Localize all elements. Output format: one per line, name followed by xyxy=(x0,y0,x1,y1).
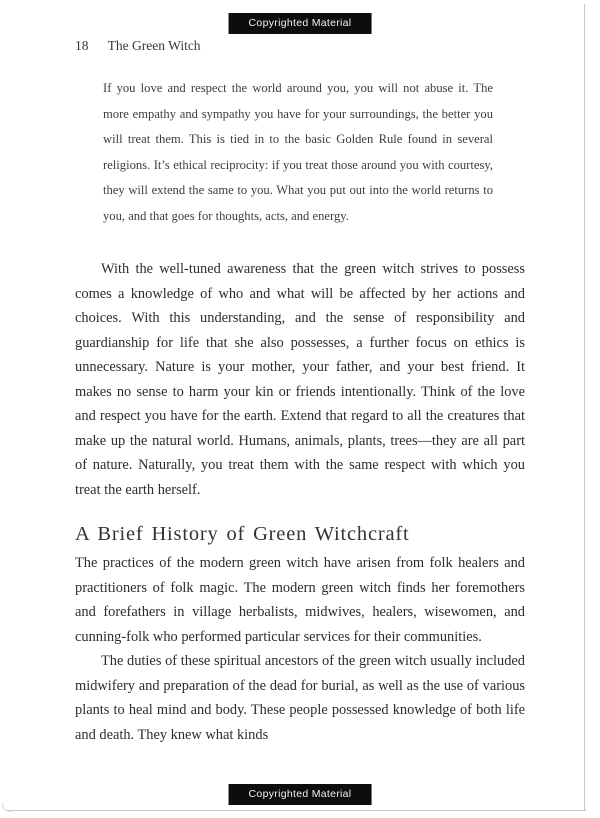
page-edge-bottom xyxy=(7,810,586,811)
body-paragraph-practices: The practices of the modern green witch have arisen from folk healers and practitioners of folk magic. The modern green witch finds her foremothers and forefathers in village herbalists, midwives, healers, wisewomen, and cunning-folk who performed particular services for their communities. xyxy=(75,555,525,645)
copyright-banner-top-label: Copyrighted Material xyxy=(248,17,352,29)
copyright-banner-bottom xyxy=(229,784,372,805)
page-number: 18 xyxy=(75,38,89,53)
running-title: The Green Witch xyxy=(107,38,201,53)
section-heading: A Brief History of Green Witchcraft xyxy=(75,523,410,545)
epigraph-quote: If you love and respect the world around you, you will not abuse it. The more empathy and sympathy you have for your surroundings, the better you will treat them. This is tied in to the basic Golden Rule found in several religions. It’s ethical reciprocity: if you treat those around you with courtesy, they will extend the same to you. What you put out into the world returns to you, and that goes for thoughts, acts, and energy. xyxy=(103,81,493,223)
body-paragraph-duties: The duties of these spiritual ancestors of the green witch usually included midwifery and preparation of the dead for burial, as well as the use of various plants to heal mind and body. These people possessed knowledge of both life and death. They knew what kinds xyxy=(75,653,525,743)
copyright-banner-bottom-label: Copyrighted Material xyxy=(248,788,352,800)
copyright-banner-top xyxy=(229,13,372,34)
page-edge-corner xyxy=(2,803,11,812)
body-paragraph-awareness: With the well-tuned awareness that the green witch strives to possess comes a knowledge of who and what will be affected by her actions and choices. With this understanding, and the sense of responsibility and guardianship for life that she also possesses, a further focus on ethics is unnecessary. Nature is your mother, your father, and your best friend. It makes no sense to harm your kin or friends intentionally. Think of the love and respect you have for the earth. Extend that regard to all the creatures that make up the natural world. Humans, animals, plants, trees—they are all part of nature. Naturally, you treat them with the same respect with which you treat the earth herself. xyxy=(75,261,525,498)
page-edge-right xyxy=(584,4,585,810)
page-header xyxy=(75,38,201,54)
page-content xyxy=(75,76,525,747)
